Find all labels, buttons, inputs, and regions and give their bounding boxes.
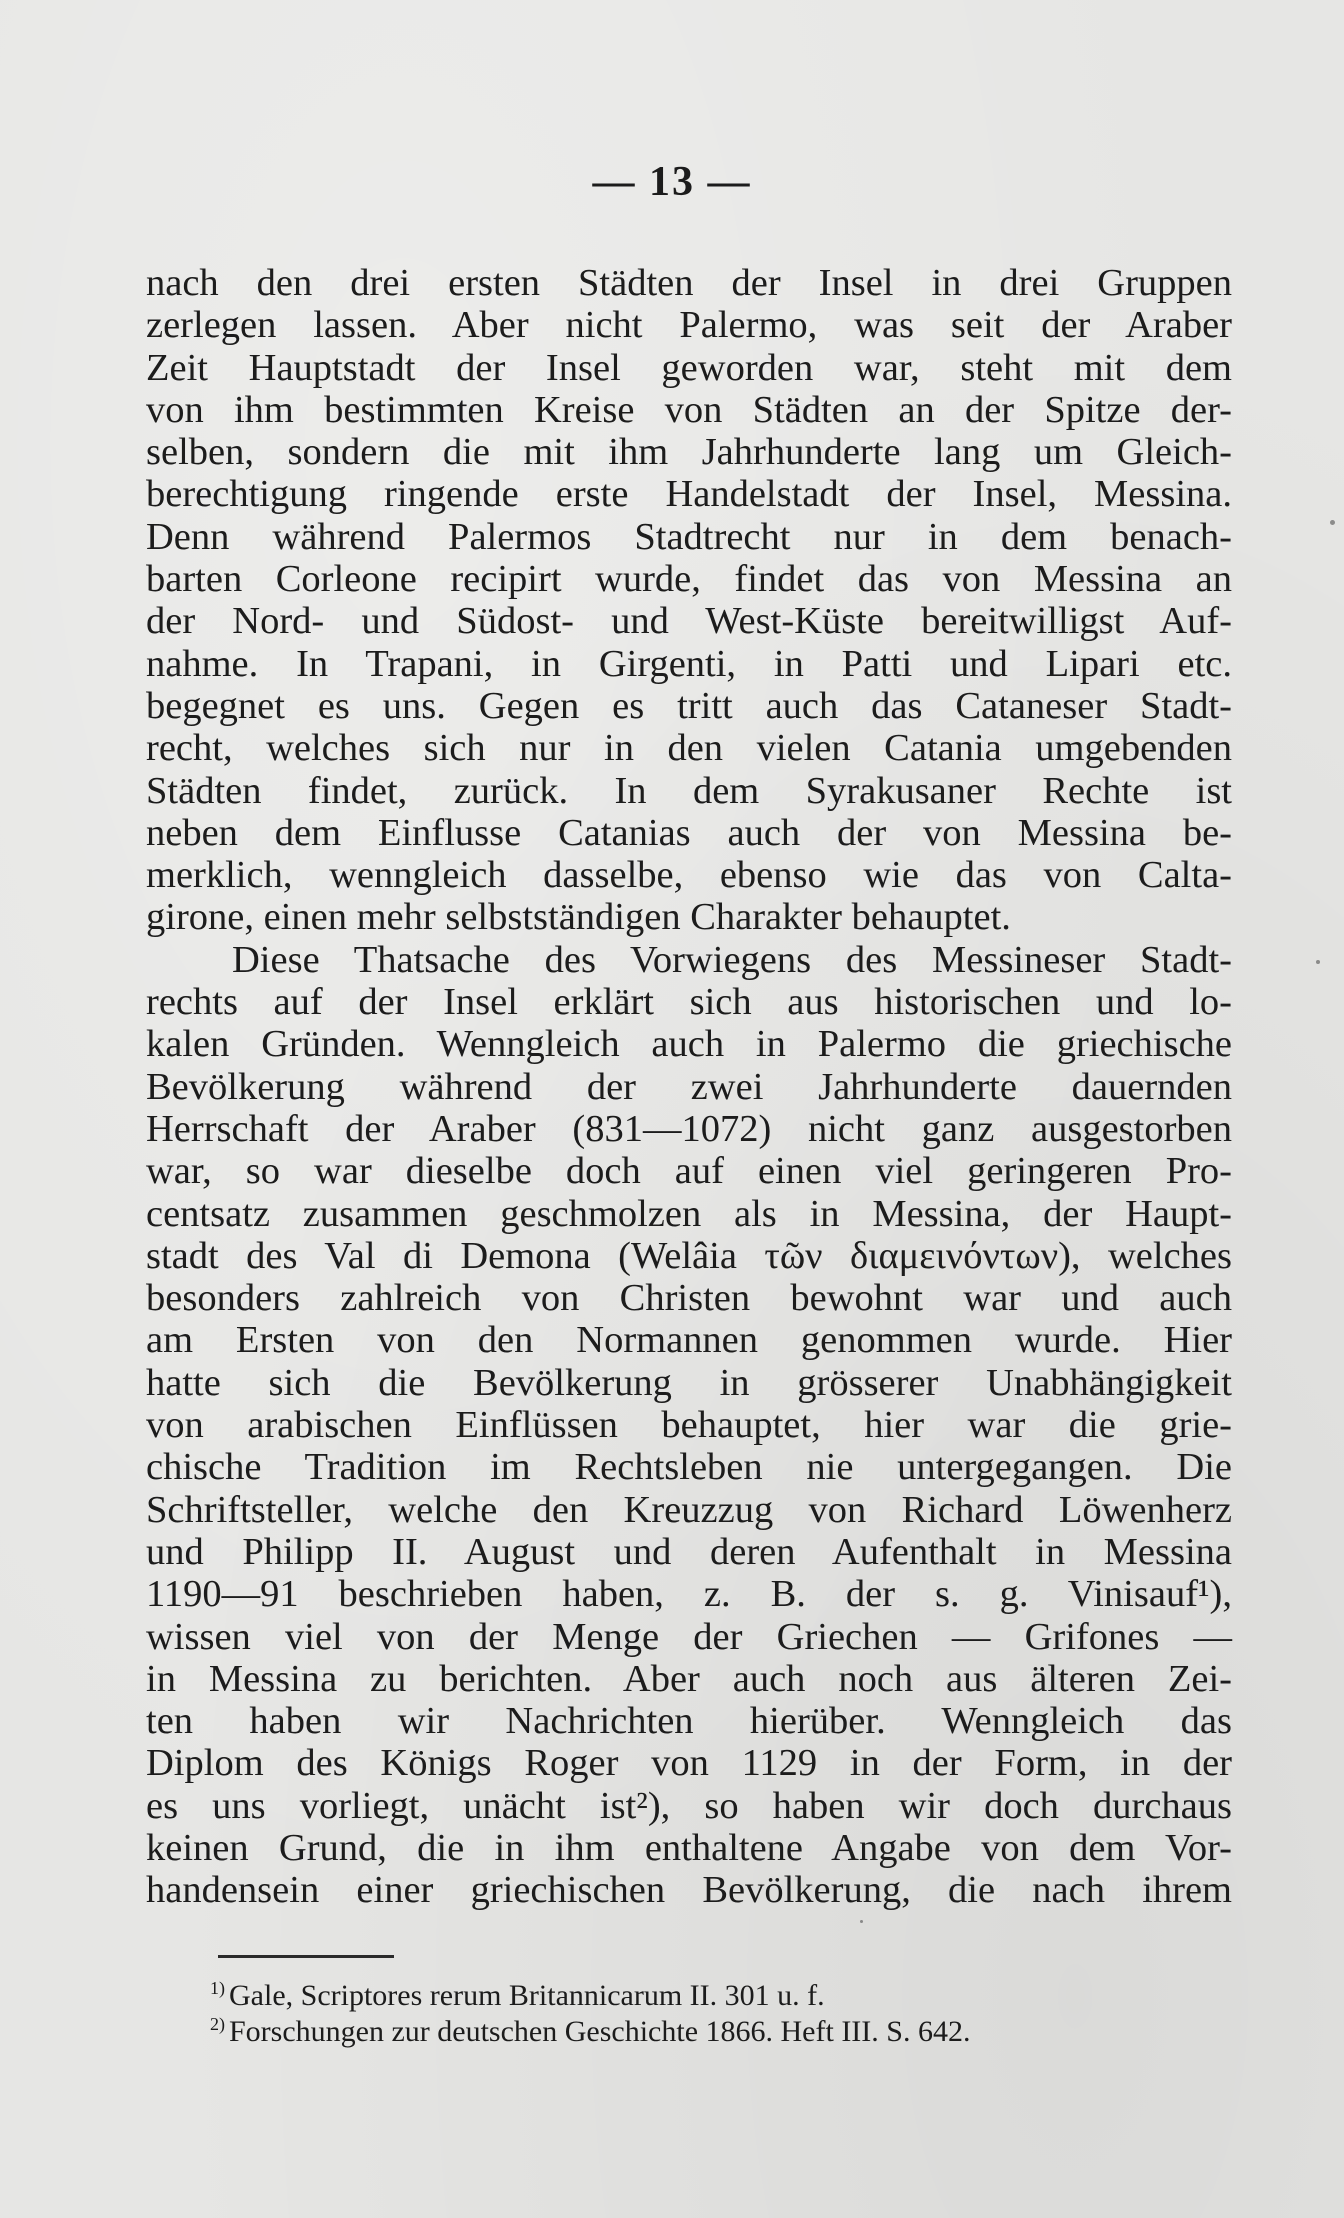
footnote-2 — [210, 2006, 1240, 2048]
text-line: barten Corleone recipirt wurde, findet das von Messina an — [146, 558, 1232, 601]
footnotes — [210, 1970, 1240, 2048]
text-line: Bevölkerung während der zwei Jahrhunderte dauernden — [146, 1065, 1232, 1108]
body-text — [146, 262, 1232, 1912]
text-line: rechts auf der Insel erklärt sich aus historischen und lo- — [146, 981, 1232, 1024]
text-line: nahme. In Trapani, in Girgenti, in Patti und Lipari etc. — [146, 642, 1232, 685]
footnote-rule — [218, 1955, 394, 1958]
text-line: von ihm bestimmten Kreise von Städten an der Spitze der- — [146, 388, 1232, 431]
text-line: Städten findet, zurück. In dem Syrakusaner Rechte ist — [146, 769, 1232, 812]
footnote-text: Forschungen zur deutschen Geschichte 1866. Heft III. S. 642. — [229, 2015, 971, 2048]
footnote-text: Gale, Scriptores rerum Britannicarum II. 301 u. f. — [229, 1979, 825, 2012]
text-line: Schriftsteller, welche den Kreuzzug von Richard Löwenherz — [146, 1488, 1232, 1531]
text-line: wissen viel von der Menge der Griechen — Grifones — — [146, 1615, 1232, 1658]
text-line: chische Tradition im Rechtsleben nie untergegangen. Die — [146, 1446, 1232, 1489]
text-line: besonders zahlreich von Christen bewohnt war und auch — [146, 1277, 1232, 1320]
text-line: hatte sich die Bevölkerung in grösserer Unabhängigkeit — [146, 1361, 1232, 1404]
text-line: nach den drei ersten Städten der Insel in drei Gruppen — [146, 262, 1232, 304]
text-line: neben dem Einflusse Catanias auch der von Messina be- — [146, 811, 1232, 854]
text-line: der Nord- und Südost- und West-Küste bereitwilligst Auf- — [146, 600, 1232, 643]
paper-speck — [1330, 520, 1335, 525]
text-line: 1190—91 beschrieben haben, z. B. der s. g. Vinisauf¹), — [146, 1573, 1232, 1616]
text-line: stadt des Val di Demona (Welâia τῶν διαμεινόντων), welches — [146, 1234, 1232, 1277]
text-line: begegnet es uns. Gegen es tritt auch das Cataneser Stadt- — [146, 684, 1232, 727]
text-line: in Messina zu berichten. Aber auch noch aus älteren Zei- — [146, 1657, 1232, 1700]
text-line: Diplom des Königs Roger von 1129 in der Form, in der — [146, 1742, 1232, 1785]
text-line: handensein einer griechischen Bevölkerung, die nach ihrem — [146, 1869, 1232, 1912]
text-line: keinen Grund, die in ihm enthaltene Angabe von dem Vor- — [146, 1826, 1232, 1869]
text-line: am Ersten von den Normannen genommen wurde. Hier — [146, 1319, 1232, 1362]
text-line: centsatz zusammen geschmolzen als in Messina, der Haupt- — [146, 1192, 1232, 1235]
text-line: es uns vorliegt, unächt ist²), so haben wir doch durchaus — [146, 1784, 1232, 1827]
paper-speck — [1316, 960, 1320, 964]
text-line: merklich, wenngleich dasselbe, ebenso wie das von Calta- — [146, 854, 1232, 897]
paper-speck — [860, 1920, 863, 1923]
text-line: kalen Gründen. Wenngleich auch in Palermo die griechische — [146, 1023, 1232, 1066]
text-line: Zeit Hauptstadt der Insel geworden war, steht mit dem — [146, 346, 1232, 389]
text-line: Herrschaft der Araber (831—1072) nicht ganz ausgestorben — [146, 1107, 1232, 1150]
page-number: — 13 — — [592, 159, 752, 205]
text-line: berechtigung ringende erste Handelstadt der Insel, Messina. — [146, 473, 1232, 516]
footnote-mark: 1) — [210, 1978, 225, 1998]
text-line: recht, welches sich nur in den vielen Catania umgebenden — [146, 727, 1232, 770]
text-line: zerlegen lassen. Aber nicht Palermo, was seit der Araber — [146, 304, 1232, 347]
text-line: ten haben wir Nachrichten hierüber. Wenngleich das — [146, 1700, 1232, 1743]
footnote-1 — [210, 1970, 1240, 2012]
text-line: und Philipp II. August und deren Aufenthalt in Messina — [146, 1530, 1232, 1573]
footnote-mark: 2) — [210, 2014, 225, 2034]
text-line: selben, sondern die mit ihm Jahrhunderte lang um Gleich- — [146, 431, 1232, 474]
text-line: von arabischen Einflüssen behauptet, hier war die grie- — [146, 1404, 1232, 1447]
text-line-indent: Diese Thatsache des Vorwiegens des Messineser Stadt- — [232, 938, 1232, 981]
text-line: girone, einen mehr selbstständigen Charakter behauptet. — [146, 896, 1011, 939]
text-line: war, so war dieselbe doch auf einen viel geringeren Pro- — [146, 1150, 1232, 1193]
text-line: Denn während Palermos Stadtrecht nur in dem benach- — [146, 515, 1232, 558]
